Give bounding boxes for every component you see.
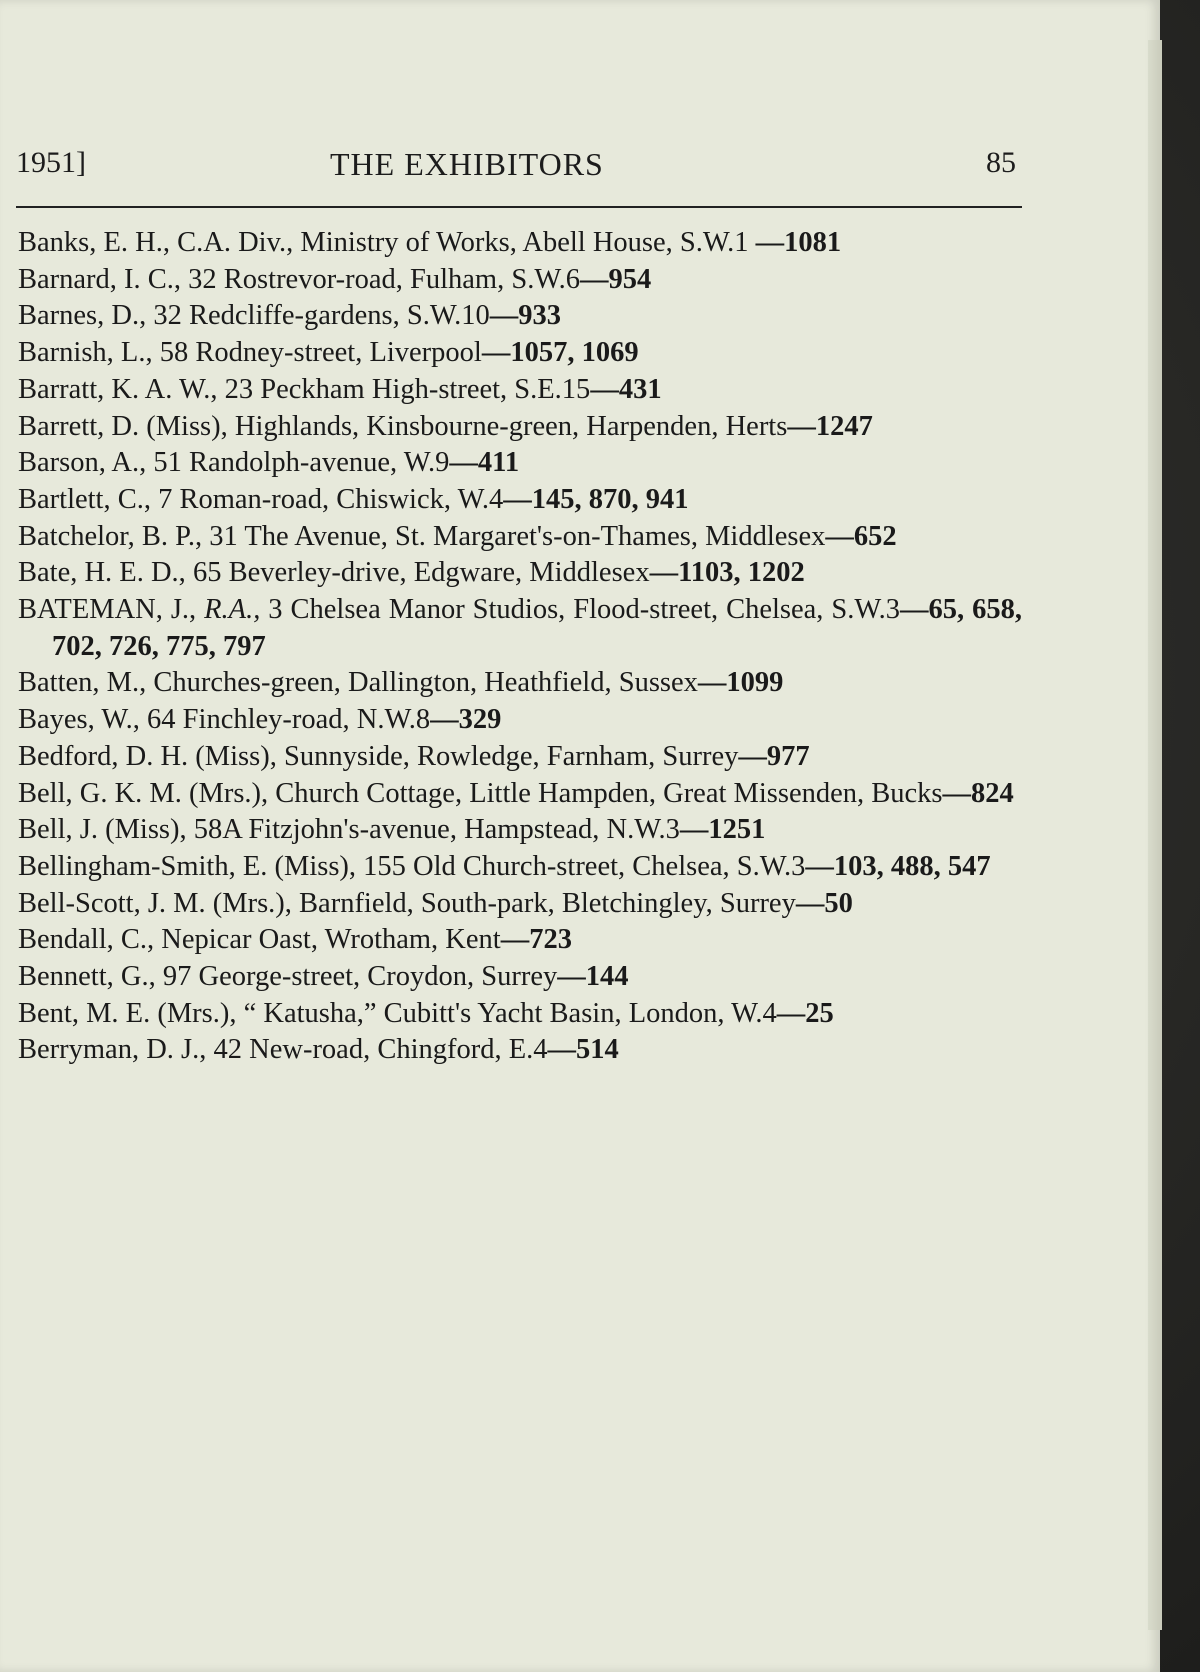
exhibitor-list [18, 225, 1022, 1069]
exhibitor-address: 97 George-street, Croydon, Surrey [155, 961, 558, 993]
exhibitor-address: 155 Old Church-street, Chelsea, S.W.3 [356, 850, 806, 882]
exhibitor-address: 32 Rostrevor-road, Fulham, S.W.6 [181, 263, 580, 295]
exhibitor-name: Berryman, D. J., [18, 1034, 207, 1066]
exhibit-numbers: —723 [500, 924, 572, 956]
exhibit-numbers: —144 [557, 961, 629, 993]
exhibitor-name: Bell, G. K. M. (Mrs.), [18, 777, 269, 809]
exhibitor-name: Barrett, D. (Miss), [18, 410, 228, 442]
exhibitor-address: 42 New-road, Chingford, E.4 [206, 1034, 548, 1066]
exhibitor-address: Highlands, Kinsbourne-green, Harpenden, Herts [227, 410, 788, 442]
exhibitor-entry [18, 702, 1022, 739]
exhibitor-name: Bell, J. (Miss), [18, 814, 187, 846]
exhibit-numbers: —1247 [787, 410, 873, 442]
exhibit-numbers: —954 [579, 263, 652, 295]
exhibitor-entry [18, 519, 1022, 556]
page-title: THE EXHIBITORS [330, 146, 604, 182]
exhibit-numbers: —824 [942, 777, 1014, 809]
exhibitor-entry [18, 739, 1022, 776]
exhibitor-name: Batten, M., [18, 667, 147, 699]
exhibitor-honour: R.A., [196, 594, 261, 626]
exhibit-numbers: —145, 870, 941 [503, 483, 689, 515]
exhibitor-entry [18, 592, 1022, 665]
exhibitor-address: Church Cottage, Little Hampden, Great Missenden, Bucks [268, 777, 943, 809]
exhibit-numbers: —652 [825, 520, 897, 552]
exhibitor-address: 7 Roman-road, Chiswick, W.4 [150, 483, 504, 515]
exhibitor-name: Barnard, I. C., [18, 263, 182, 295]
exhibitor-name: Bennett, G., [18, 961, 156, 993]
exhibitor-entry [18, 372, 1022, 409]
exhibitor-address: Churches-green, Dallington, Heathfield, Sussex [146, 667, 698, 699]
exhibitor-entry [18, 335, 1022, 372]
exhibit-numbers: —933 [489, 300, 562, 332]
exhibit-numbers: —1081 [755, 227, 842, 258]
exhibit-numbers: —1103, 1202 [649, 557, 805, 589]
exhibitor-address: 58 Rodney-street, Liverpool [152, 337, 482, 369]
exhibit-numbers: —103, 488, 547 [805, 850, 991, 882]
exhibitor-address: “ Katusha,” Cubitt's Yacht Basin, London, W.4 [236, 997, 777, 1029]
exhibit-numbers: —977 [738, 740, 810, 772]
exhibitor-address: 64 Finchley-road, N.W.8 [139, 704, 431, 736]
exhibit-numbers: —514 [547, 1034, 619, 1066]
page-edge [1148, 40, 1162, 1630]
exhibitor-entry [18, 996, 1022, 1033]
exhibitor-name: Barnes, D., [18, 300, 147, 332]
exhibit-numbers: —1099 [697, 667, 784, 699]
exhibitor-entry [18, 445, 1022, 482]
header-rule [16, 206, 1022, 208]
exhibitor-entry [18, 886, 1022, 923]
exhibitor-entry [18, 555, 1022, 592]
exhibitor-address: 58A Fitzjohn's-avenue, Hampstead, N.W.3 [186, 814, 680, 846]
exhibitor-name: Banks, E. H., [18, 227, 170, 258]
exhibitor-address: Nepicar Oast, Wrotham, Kent [154, 924, 501, 956]
exhibitor-entry [18, 225, 1022, 262]
exhibitor-name: Bell-Scott, J. M. (Mrs.), [18, 887, 292, 919]
exhibitor-name: Bellingham-Smith, E. (Miss), [18, 850, 357, 882]
exhibitor-name: Bent, M. E. (Mrs.), [18, 997, 237, 1029]
exhibitor-address: Barnfield, South-park, Bletchingley, Surrey [291, 887, 796, 919]
exhibit-numbers: —329 [430, 704, 502, 736]
exhibitor-entry [18, 1032, 1022, 1069]
exhibitor-entry [18, 959, 1022, 996]
exhibit-numbers: —25 [776, 997, 834, 1029]
exhibitor-name: Barson, A., [18, 447, 147, 479]
exhibitor-name: Bendall, C., [18, 924, 155, 956]
exhibit-numbers: —50 [795, 887, 853, 919]
exhibitor-name: Barratt, K. A. W., [18, 373, 218, 405]
exhibitor-name: Batchelor, B. P., [18, 520, 203, 552]
exhibitor-entry [18, 922, 1022, 959]
page-number: 85 [986, 146, 1016, 179]
exhibit-numbers: —1251 [679, 814, 766, 846]
exhibitor-address: 31 The Avenue, St. Margaret's-on-Thames, Middlesex [202, 520, 826, 552]
running-header [16, 146, 1022, 192]
exhibitor-address: 32 Redcliffe-gardens, S.W.10 [146, 300, 490, 332]
exhibitor-address: Sunnyside, Rowledge, Farnham, Surrey [276, 740, 739, 772]
exhibitor-name: Bate, H. E. D., [18, 557, 186, 589]
exhibitor-address: 65 Beverley-drive, Edgware, Middlesex [185, 557, 650, 589]
exhibit-numbers: —1057, 1069 [481, 337, 639, 369]
exhibitor-name: Barnish, L., [18, 337, 153, 369]
exhibitor-entry [18, 482, 1022, 519]
exhibitor-address: 23 Peckham High-street, S.E.15 [217, 373, 591, 405]
exhibitor-name: Bayes, W., [18, 704, 140, 736]
exhibit-numbers: —65, 658, 702, 726, 775, 797 [52, 594, 1022, 662]
exhibitor-name: Bartlett, C., [18, 483, 151, 515]
exhibitor-entry [18, 776, 1022, 813]
exhibitor-name: Bedford, D. H. (Miss), [18, 740, 277, 772]
exhibitor-entry [18, 409, 1022, 446]
exhibitor-entry [18, 298, 1022, 335]
exhibitor-entry [18, 849, 1022, 886]
exhibitor-address: C.A. Div., Ministry of Works, Abell House, S.W.1 [170, 227, 756, 258]
header-year: 1951] [16, 146, 86, 179]
exhibit-numbers: —431 [590, 373, 662, 405]
exhibitor-entry [18, 665, 1022, 702]
exhibitor-address: 3 Chelsea Manor Studios, Flood-street, Chelsea, S.W.3 [260, 594, 901, 626]
exhibit-numbers: —411 [449, 447, 520, 479]
exhibitor-name: BATEMAN, J., [18, 594, 197, 626]
exhibitor-entry [18, 812, 1022, 849]
exhibitor-entry [18, 262, 1022, 299]
exhibitor-address: 51 Randolph-avenue, W.9 [146, 447, 450, 479]
